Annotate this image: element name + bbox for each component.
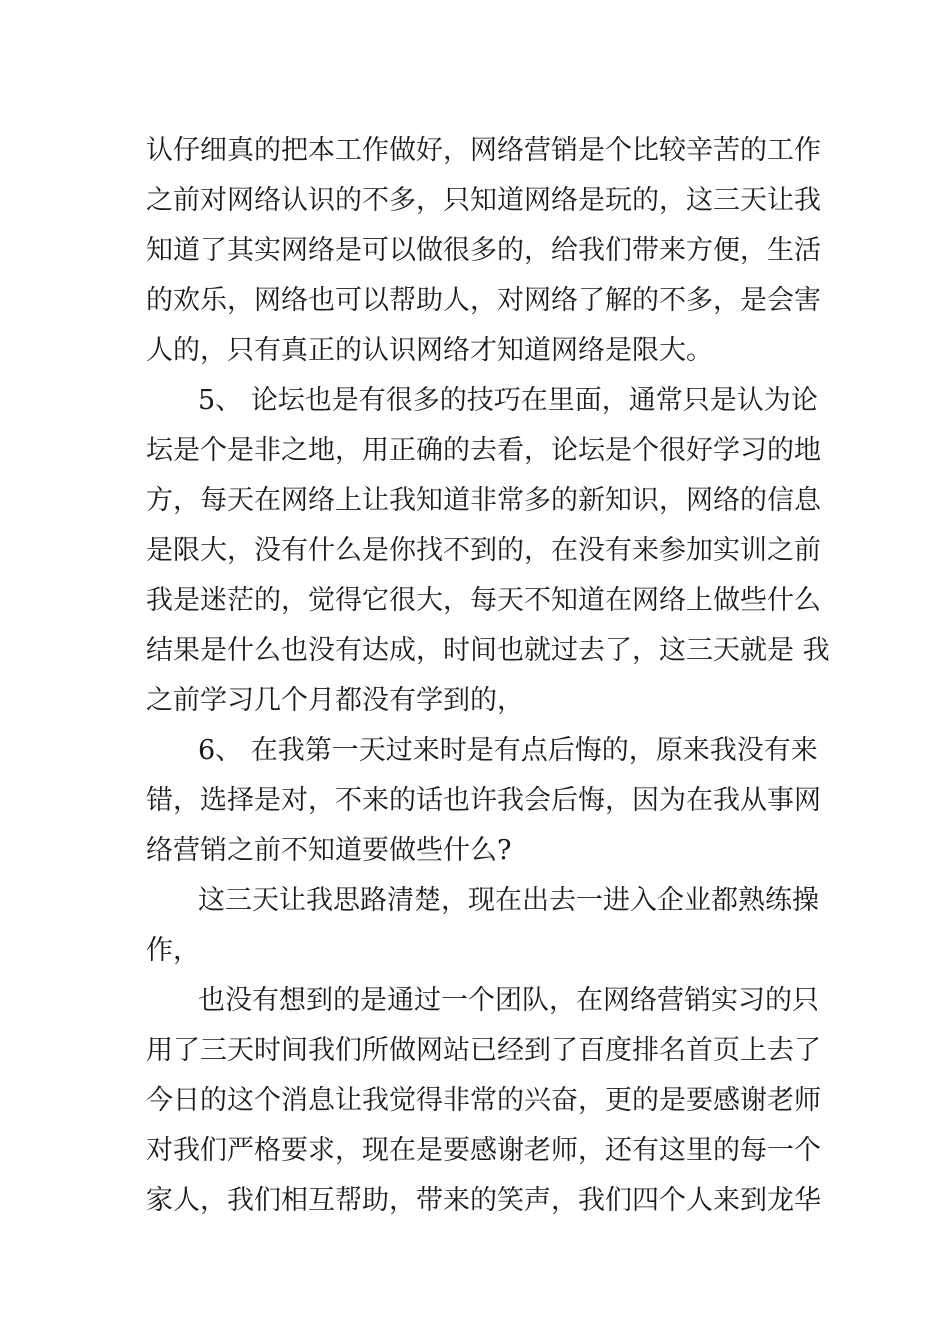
text-line: 络营销之前不知道要做些什么? [146, 835, 512, 866]
text-line: 方，每天在网络上让我知道非常多的新知识，网络的信息 [146, 485, 821, 516]
text-line: 是限大，没有什么是你找不到的，在没有来参加实训之前 [146, 535, 821, 566]
text-line: 的欢乐，网络也可以帮助人，对网络了解的不多，是会害 [146, 285, 821, 316]
text-line: 作， [146, 935, 200, 966]
text-line: 用了三天时间我们所做网站已经到了百度排名首页上去了 [146, 1035, 821, 1066]
text-line: 6、 在我第一天过来时是有点后悔的，原来我没有来 [198, 735, 818, 766]
text-line: 错，选择是对，不来的话也许我会后悔，因为在我从事网 [146, 785, 821, 816]
text-line: 5、 论坛也是有很多的技巧在里面，通常只是认为论 [198, 385, 818, 416]
text-line: 我是迷茫的，觉得它很大，每天不知道在网络上做些什么 [146, 585, 821, 616]
text-line: 人的，只有真正的认识网络才知道网络是限大。 [146, 335, 713, 366]
text-line: 今日的这个消息让我觉得非常的兴奋，更的是要感谢老师 [146, 1085, 821, 1116]
body-text [146, 126, 830, 1226]
text-line: 之前对网络认识的不多，只知道网络是玩的，这三天让我 [146, 185, 821, 216]
text-line: 之前学习几个月都没有学到的， [146, 685, 524, 716]
text-line: 对我们严格要求，现在是要感谢老师，还有这里的每一个 [146, 1135, 821, 1166]
text-line: 坛是个是非之地，用正确的去看，论坛是个很好学习的地 [146, 435, 821, 466]
text-line: 知道了其实网络是可以做很多的，给我们带来方便，生活 [146, 235, 821, 266]
text-line: 家人，我们相互帮助，带来的笑声，我们四个人来到龙华 [146, 1185, 821, 1216]
text-line: 认仔细真的把本工作做好，网络营销是个比较辛苦的工作 [146, 135, 821, 166]
text-line: 结果是什么也没有达成，时间也就过去了，这三天就是 我 [146, 635, 830, 666]
text-line: 这三天让我思路清楚，现在出去一进入企业都熟练操 [198, 885, 819, 916]
text-line: 也没有想到的是通过一个团队，在网络营销实习的只 [198, 985, 819, 1016]
